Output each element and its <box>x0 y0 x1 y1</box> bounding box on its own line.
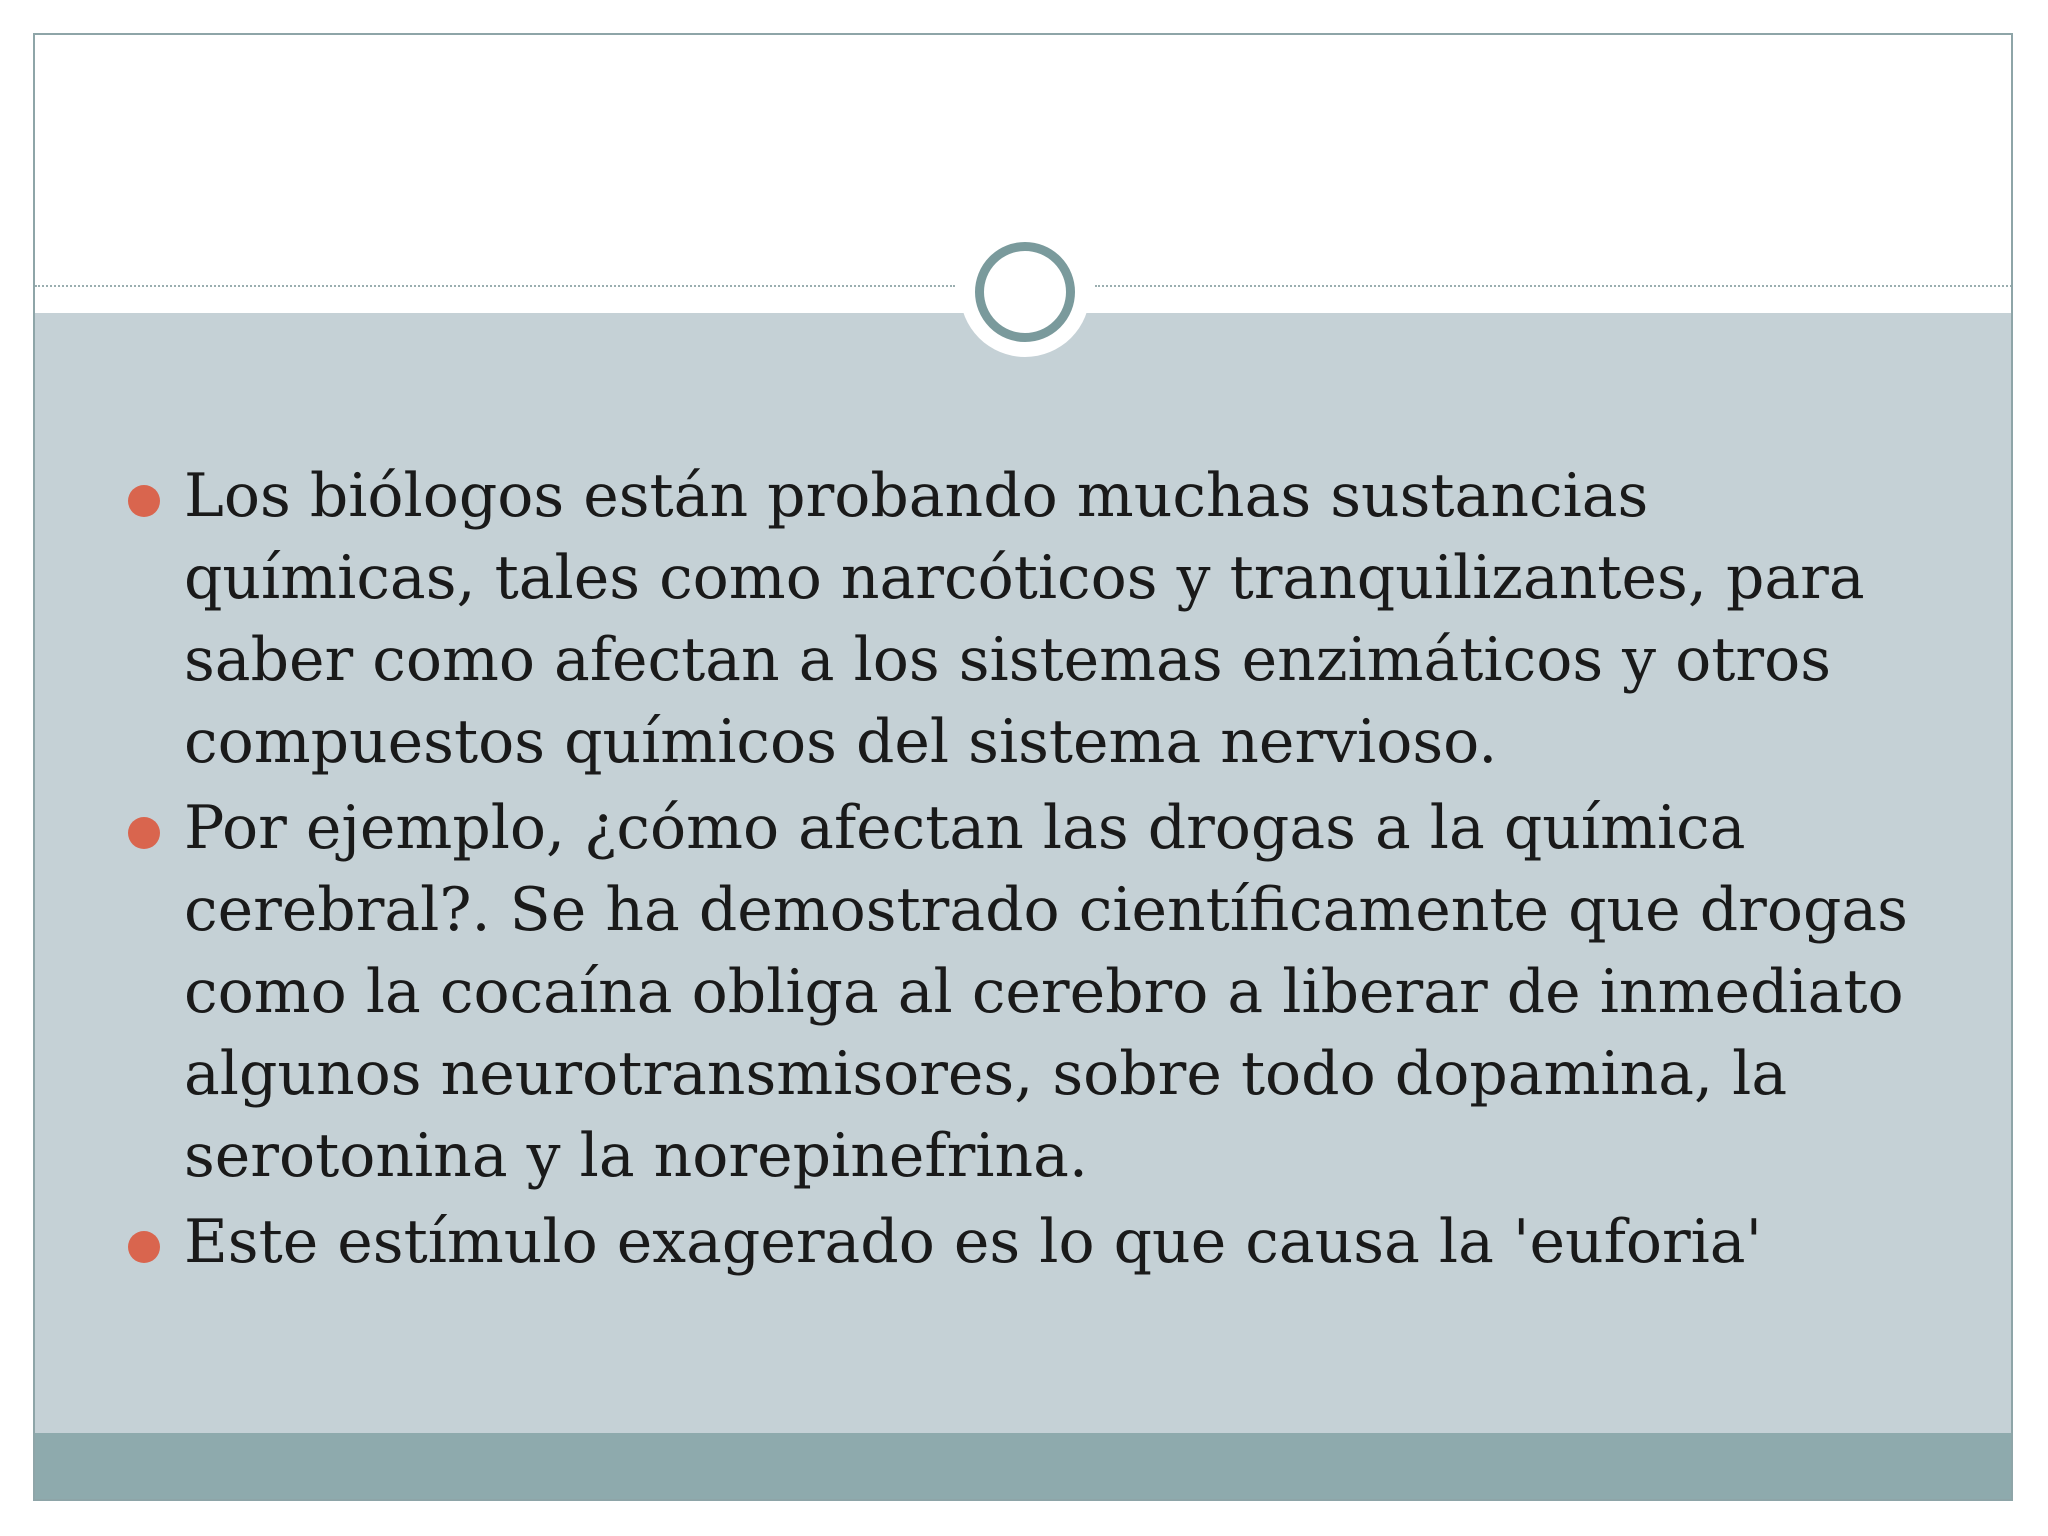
divider-left <box>35 285 955 287</box>
bullet-text: Los biólogos están probando muchas sustancias químicas, tales como narcóticos y tranquilizantes, para saber como afectan a los sistemas enzimáticos y otros compuestos químicos del sistema nervioso. <box>184 461 1865 777</box>
bullet-item <box>95 787 1955 1197</box>
bullet-list <box>95 455 1955 1287</box>
bullet-dot-icon <box>128 485 160 517</box>
bullet-dot-icon <box>128 817 160 849</box>
divider-right <box>1095 285 2013 287</box>
bullet-dot-icon <box>128 1231 160 1263</box>
bullet-text: Este estímulo exagerado es lo que causa la 'euforia' <box>184 1207 1763 1277</box>
ring-icon <box>975 242 1075 342</box>
bullet-text: Por ejemplo, ¿cómo afectan las drogas a la química cerebral?. Se ha demostrado científicamente que drogas como la cocaína obliga al cerebro a liberar de inmediato algunos neurotransmisores, sobre todo dopamina, la serotonina y la norepinefrina. <box>184 793 1908 1191</box>
footer-band <box>35 1433 2011 1501</box>
slide <box>33 33 2013 1501</box>
bullet-item <box>95 455 1955 783</box>
bullet-item <box>95 1201 1955 1283</box>
